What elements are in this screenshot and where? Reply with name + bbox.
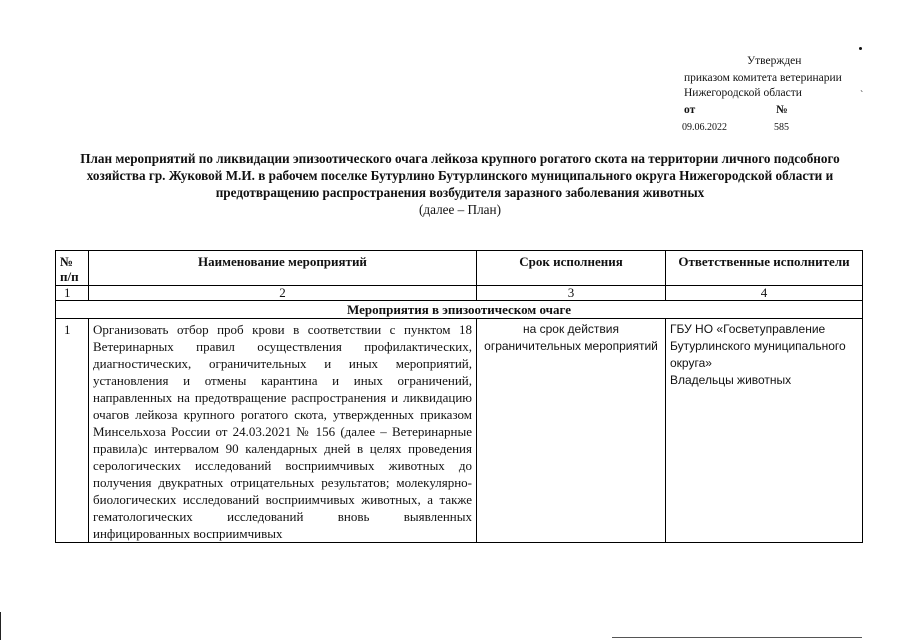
col-number-2: 2 xyxy=(89,286,477,301)
executor-2: Владельцы животных xyxy=(670,373,792,387)
scan-mark: ` xyxy=(860,90,864,101)
header-name: Наименование мероприятий xyxy=(89,251,477,286)
scan-edge-left xyxy=(0,612,1,640)
section-title: Мероприятия в эпизоотическом очаге xyxy=(56,301,863,319)
approval-region-line: Нижегородской области xyxy=(684,87,802,99)
approval-order-line: приказом комитета ветеринарии xyxy=(684,72,842,84)
document-title xyxy=(60,150,860,218)
approval-number: 585 xyxy=(774,122,789,133)
col-number-1: 1 xyxy=(56,286,89,301)
executor-1: ГБУ НО «Госветуправление Бутурлинского муниципального округа» xyxy=(670,322,846,370)
row-term: на срок действия ограничительных мероприятий xyxy=(477,319,666,543)
approval-date: 09.06.2022 xyxy=(682,122,727,133)
title-sub: (далее – План) xyxy=(419,202,501,217)
column-number-row xyxy=(56,286,863,301)
scan-edge-bottom xyxy=(612,637,862,638)
row-num: 1 xyxy=(56,319,89,543)
table-header-row xyxy=(56,251,863,286)
title-main: План мероприятий по ликвидации эпизоотического очага лейкоза крупного рогатого скота на территории личного подсобного хозяйства гр. Жуковой М.И. в рабочем поселке Бутурлино Бутурлинского муниципального округа Нижегородской области и предотвращению распространения возбудителя заразного заболевания животных xyxy=(80,151,840,200)
header-term: Срок исполнения xyxy=(477,251,666,286)
plan-table xyxy=(55,250,863,543)
header-exec: Ответственные исполнители xyxy=(666,251,863,286)
approval-number-label: № xyxy=(776,104,788,116)
row-executors xyxy=(666,319,863,543)
section-row xyxy=(56,301,863,319)
col-number-3: 3 xyxy=(477,286,666,301)
header-num: № п/п xyxy=(56,251,89,286)
approval-from-label: от xyxy=(684,104,696,116)
scan-speck xyxy=(859,47,862,50)
row-activity: Организовать отбор проб крови в соответствии с пунктом 18 Ветеринарных правил осуществления профилактических, диагностических, ограничительных и иных мероприятий, установления и отмены карантина и иных ограничений, направленных на предотвращение распространения и ликвидацию очагов лейкоза крупного рогатого скота, утвержденных приказом Минсельхоза России от 24.03.2021 № 156 (далее – Ветеринарные правила)с интервалом 90 календарных дней в целях проведения серологических исследований восприимчивых животных до получения двукратных отрицательных результатов; молекулярно-биологических исследований восприимчивых животных, а также гематологических исследований вновь выявленных инфицированных восприимчивых xyxy=(89,319,477,543)
approved-label: Утвержден xyxy=(747,55,802,67)
col-number-4: 4 xyxy=(666,286,863,301)
table-row xyxy=(56,319,863,543)
